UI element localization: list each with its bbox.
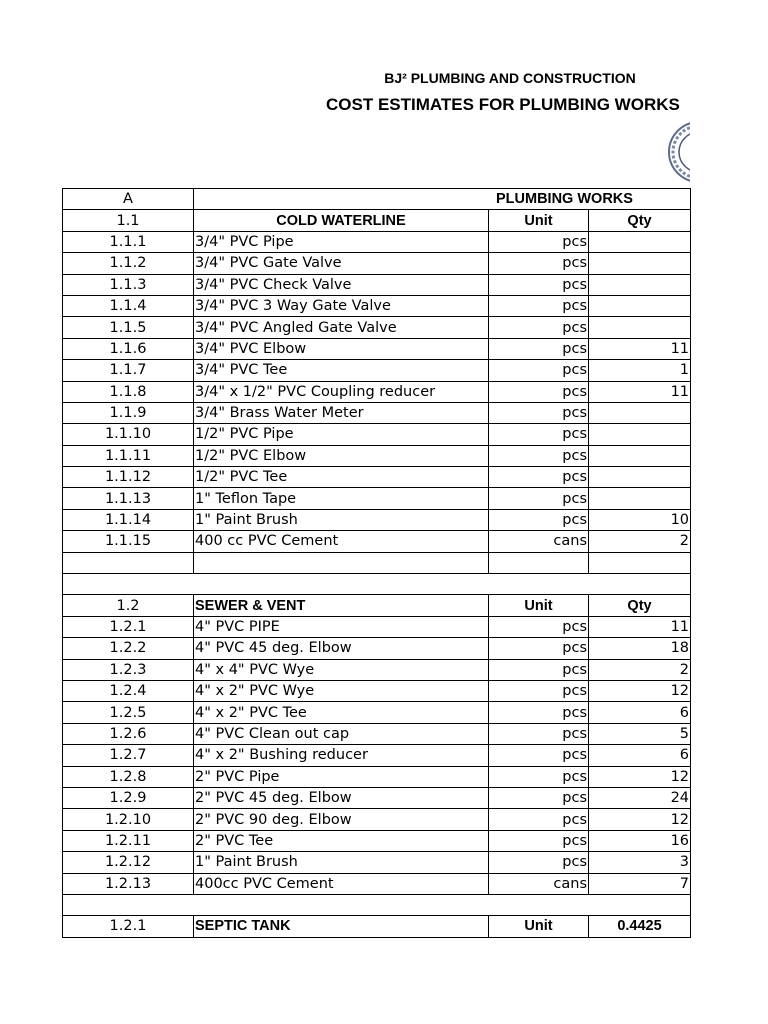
septic-tank-header-row [63,916,691,937]
table-row [63,659,691,680]
item-qty: 2 [589,531,691,552]
item-description: 2" PVC 45 deg. Elbow [194,787,489,808]
item-unit: pcs [489,638,589,659]
item-unit: pcs [489,445,589,466]
unit-header: Unit [489,595,589,616]
item-description: 3/4" Brass Water Meter [194,402,489,423]
item-unit: pcs [489,274,589,295]
item-number: 1.2.2 [63,638,194,659]
item-unit: cans [489,873,589,894]
item-number: 1.1.5 [63,317,194,338]
item-description: 4" x 4" PVC Wye [194,659,489,680]
item-number: 1.1.1 [63,231,194,252]
item-qty: 2 [589,659,691,680]
table-row [63,424,691,445]
item-description: 4" x 2" PVC Tee [194,702,489,723]
sewer-vent-header-row [63,595,691,616]
item-description: 4" PVC PIPE [194,616,489,637]
item-qty: 24 [589,787,691,808]
item-unit: pcs [489,253,589,274]
item-unit: pcs [489,809,589,830]
item-description: 3/4" PVC Gate Valve [194,253,489,274]
item-description: 1" Paint Brush [194,509,489,530]
item-qty [589,445,691,466]
table-row [63,467,691,488]
table-row [63,402,691,423]
blank-row [63,894,691,915]
item-number: 1.1.14 [63,509,194,530]
item-qty: 5 [589,723,691,744]
item-description: 2" PVC 90 deg. Elbow [194,809,489,830]
item-qty: 12 [589,809,691,830]
item-unit: pcs [489,295,589,316]
item-description: 400 cc PVC Cement [194,531,489,552]
item-description: 3/4" PVC Pipe [194,231,489,252]
item-qty: 10 [589,509,691,530]
item-description: 2" PVC Tee [194,830,489,851]
item-number: 1.2.12 [63,852,194,873]
blank-row [63,552,691,573]
item-description: 3/4" PVC Angled Gate Valve [194,317,489,338]
table-row [63,702,691,723]
unit-header: Unit [489,916,589,937]
item-qty: 11 [589,338,691,359]
item-qty [589,467,691,488]
table-row [63,766,691,787]
item-number: 1.1.8 [63,381,194,402]
section-code: A [63,189,194,210]
item-unit: pcs [489,488,589,509]
table-row [63,787,691,808]
blank-cell [63,574,691,595]
table-row [63,509,691,530]
qty-header: Qty [589,210,691,231]
item-description: 400cc PVC Cement [194,873,489,894]
table-row [63,253,691,274]
table-row [63,317,691,338]
item-description: 4" x 2" PVC Wye [194,680,489,701]
item-number: 1.2.6 [63,723,194,744]
blank-cell [63,894,691,915]
item-qty [589,317,691,338]
table-row [63,445,691,466]
table-row [63,360,691,381]
table-row [63,638,691,659]
item-qty: 11 [589,616,691,637]
item-description: 1/2" PVC Elbow [194,445,489,466]
blank-cell [589,552,691,573]
item-unit: pcs [489,616,589,637]
item-qty: 16 [589,830,691,851]
item-description: 3/4" PVC 3 Way Gate Valve [194,295,489,316]
item-description: 1/2" PVC Tee [194,467,489,488]
item-number: 1.1.7 [63,360,194,381]
item-number: 1.1.15 [63,531,194,552]
item-qty: 6 [589,745,691,766]
item-number: 1.2.9 [63,787,194,808]
item-number: 1.1.4 [63,295,194,316]
blank-cell [194,552,489,573]
estimate-table [62,188,691,938]
group-code: 1.1 [63,210,194,231]
item-number: 1.2.5 [63,702,194,723]
item-qty: 6 [589,702,691,723]
item-unit: pcs [489,424,589,445]
table-row [63,338,691,359]
table-row [63,274,691,295]
item-qty [589,402,691,423]
item-number: 1.1.10 [63,424,194,445]
group-title: SEWER & VENT [194,595,489,616]
item-qty: 11 [589,381,691,402]
item-number: 1.1.13 [63,488,194,509]
item-unit: pcs [489,338,589,359]
item-description: 1" Paint Brush [194,852,489,873]
item-description: 3/4" PVC Elbow [194,338,489,359]
section-title: PLUMBING WORKS [194,189,691,210]
company-name: BJ² PLUMBING AND CONSTRUCTION [384,70,636,86]
table-row [63,809,691,830]
item-description: 3/4" PVC Tee [194,360,489,381]
septic-value: 0.4425 [589,916,691,937]
item-unit: pcs [489,852,589,873]
item-description: 1" Teflon Tape [194,488,489,509]
item-qty [589,424,691,445]
item-unit: pcs [489,509,589,530]
item-unit: pcs [489,467,589,488]
item-number: 1.2.1 [63,616,194,637]
item-unit: pcs [489,231,589,252]
item-unit: pcs [489,766,589,787]
item-qty: 7 [589,873,691,894]
group-code: 1.2 [63,595,194,616]
item-unit: cans [489,531,589,552]
item-number: 1.1.2 [63,253,194,274]
item-description: 1/2" PVC Pipe [194,424,489,445]
item-unit: pcs [489,317,589,338]
item-number: 1.2.8 [63,766,194,787]
group-title: COLD WATERLINE [194,210,489,231]
blank-cell [489,552,589,573]
group-title: SEPTIC TANK [194,916,489,937]
table-row [63,488,691,509]
item-unit: pcs [489,787,589,808]
table-row [63,830,691,851]
item-qty: 12 [589,766,691,787]
company-logo [667,120,690,184]
item-number: 1.2.7 [63,745,194,766]
item-description: 4" x 2" Bushing reducer [194,745,489,766]
group-code: 1.2.1 [63,916,194,937]
item-number: 1.2.4 [63,680,194,701]
item-qty [589,231,691,252]
section-header-row [63,189,691,210]
item-unit: pcs [489,830,589,851]
item-number: 1.1.6 [63,338,194,359]
item-description: 3/4" PVC Check Valve [194,274,489,295]
item-qty [589,274,691,295]
qty-header: Qty [589,595,691,616]
item-unit: pcs [489,680,589,701]
item-unit: pcs [489,381,589,402]
item-unit: pcs [489,723,589,744]
item-qty: 3 [589,852,691,873]
item-qty: 1 [589,360,691,381]
table-row [63,873,691,894]
table-row [63,616,691,637]
blank-row [63,574,691,595]
logo-seal-icon [667,120,690,184]
item-number: 1.1.12 [63,467,194,488]
item-number: 1.2.10 [63,809,194,830]
unit-header: Unit [489,210,589,231]
table-row [63,231,691,252]
table-row [63,381,691,402]
item-number: 1.1.9 [63,402,194,423]
item-qty: 18 [589,638,691,659]
item-qty: 12 [589,680,691,701]
item-qty [589,488,691,509]
item-description: 4" PVC 45 deg. Elbow [194,638,489,659]
table-row [63,723,691,744]
item-unit: pcs [489,702,589,723]
item-qty [589,295,691,316]
item-description: 4" PVC Clean out cap [194,723,489,744]
item-number: 1.1.3 [63,274,194,295]
table-row [63,680,691,701]
item-unit: pcs [489,659,589,680]
document-title: COST ESTIMATES FOR PLUMBING WORKS [326,95,680,114]
table-row [63,295,691,316]
item-number: 1.2.3 [63,659,194,680]
cold-waterline-header-row [63,210,691,231]
item-unit: pcs [489,360,589,381]
item-number: 1.1.11 [63,445,194,466]
item-number: 1.2.13 [63,873,194,894]
item-qty [589,253,691,274]
table-row [63,745,691,766]
item-number: 1.2.11 [63,830,194,851]
table-row [63,852,691,873]
table-row [63,531,691,552]
item-unit: pcs [489,402,589,423]
item-description: 2" PVC Pipe [194,766,489,787]
item-unit: pcs [489,745,589,766]
blank-cell [63,552,194,573]
item-description: 3/4" x 1/2" PVC Coupling reducer [194,381,489,402]
